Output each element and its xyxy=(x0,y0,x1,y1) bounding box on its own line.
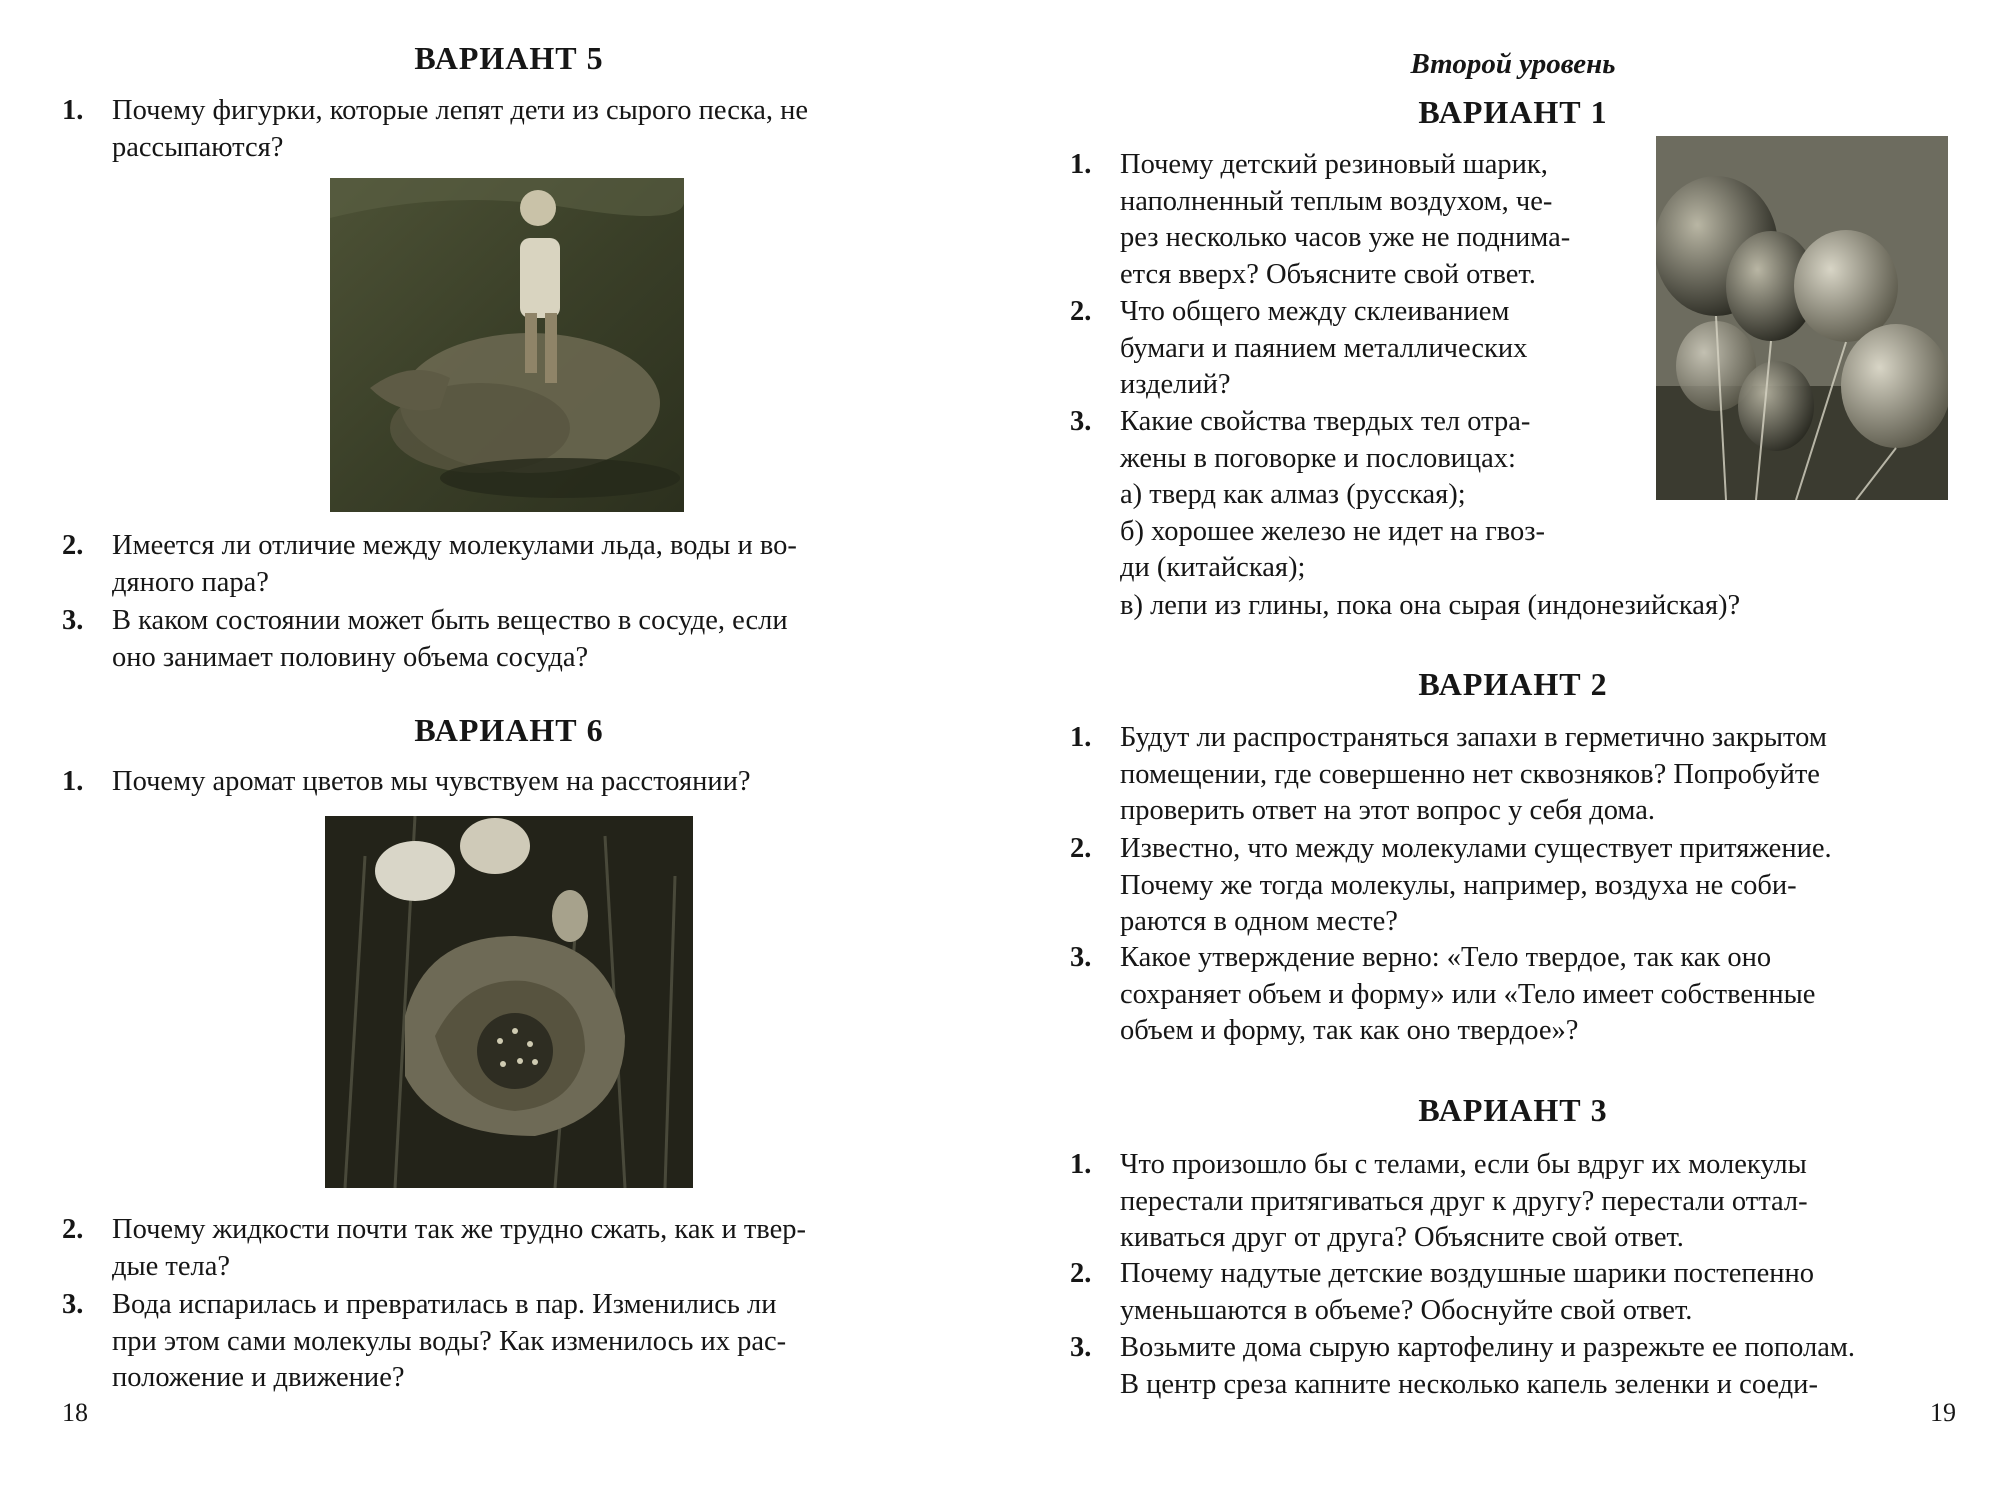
right-page xyxy=(1070,0,1956,1511)
question-line: киваться друг от друга? Объясните свой ответ. xyxy=(1120,1222,1684,1253)
question-line: дые тела? xyxy=(112,1250,231,1282)
question-number: 3. xyxy=(1070,406,1092,437)
variant1-question-2 xyxy=(1070,294,1640,404)
question-line: помещении, где совершенно нет сквозняков? Попробуйте xyxy=(1120,758,1820,790)
question-line: Почему детский резиновый шарик, xyxy=(1120,149,1548,180)
poppy-flower-photo xyxy=(325,816,693,1188)
question-line: Вода испарилась и превратилась в пар. Изменились ли xyxy=(112,1289,777,1320)
variant3-question-3 xyxy=(1070,1330,2000,1403)
variant3-question-2 xyxy=(1070,1256,2000,1329)
variant5-question-2 xyxy=(62,528,1006,601)
question-number: 1. xyxy=(1070,1149,1092,1180)
question-line: изделий? xyxy=(1120,369,1231,400)
question-line: положение и движение? xyxy=(112,1362,405,1393)
variant2-question-1 xyxy=(1070,720,2000,830)
variant2-question-2 xyxy=(1070,831,2000,941)
question-line: дяного пара? xyxy=(112,566,269,598)
page-number-left: 18 xyxy=(62,1398,88,1427)
variant6-question-3 xyxy=(62,1287,1006,1397)
question-number: 1. xyxy=(62,95,84,126)
question-number: 2. xyxy=(62,1214,84,1245)
variant1-question-3-continued xyxy=(1070,588,2000,625)
page-number-right: 19 xyxy=(1930,1398,1956,1427)
question-number: 3. xyxy=(62,605,84,636)
question-line: Почему жидкости почти так же трудно сжать, как и твер- xyxy=(112,1214,806,1245)
question-line: а) тверд как алмаз (русская); xyxy=(1120,479,1466,510)
question-line: рассыпаются? xyxy=(112,131,284,163)
level-title: Второй уровень xyxy=(1410,48,1616,80)
question-line: Почему фигурки, которые лепят дети из сырого песка, не xyxy=(112,95,809,126)
question-line: Какое утверждение верно: «Тело твердое, так как оно xyxy=(1120,942,1772,973)
left-page xyxy=(62,0,956,1511)
question-line: Какие свойства твердых тел отра- xyxy=(1120,406,1531,437)
question-line: Известно, что между молекулами существует притяжение. xyxy=(1120,833,1832,864)
question-line: Почему же тогда молекулы, например, воздуха не соби- xyxy=(1120,869,1797,901)
question-number: 1. xyxy=(62,766,84,797)
sand-sculpture-photo xyxy=(330,178,684,512)
variant1-question-3 xyxy=(1070,404,1640,587)
question-line: Будут ли распространяться запахи в герметично закрытом xyxy=(1120,722,1827,753)
question-number: 3. xyxy=(1070,1332,1092,1363)
question-line: объем и форму, так как оно твердое»? xyxy=(1120,1015,1579,1046)
question-line: В каком состоянии может быть вещество в сосуде, если xyxy=(112,605,788,636)
variant2-heading: ВАРИАНТ 2 xyxy=(1418,666,1608,702)
question-line: Возьмите дома сырую картофелину и разрежьте ее пополам. xyxy=(1120,1332,1856,1363)
variant6-question-1 xyxy=(62,764,1006,801)
question-line: ди (китайская); xyxy=(1120,552,1306,583)
question-line: оно занимает половину объема сосуда? xyxy=(112,641,589,673)
question-number: 3. xyxy=(1070,942,1092,973)
balloons-photo xyxy=(1656,136,1948,500)
question-line: проверить ответ на этот вопрос у себя дома. xyxy=(1120,795,1656,826)
question-line: Что произошло бы с телами, если бы вдруг их молекулы xyxy=(1120,1149,1807,1180)
question-line: раются в одном месте? xyxy=(1120,906,1398,937)
question-line: уменьшаются в объеме? Обоснуйте свой ответ. xyxy=(1120,1294,1693,1326)
question-line: жены в поговорке и пословицах: xyxy=(1120,442,1516,474)
question-line: Что общего между склеиванием xyxy=(1120,296,1510,327)
question-line: в) лепи из глины, пока она сырая (индонезийская)? xyxy=(1120,590,1741,621)
question-line: рез несколько часов уже не поднима- xyxy=(1120,222,1571,253)
question-line: при этом сами молекулы воды? Как изменилось их рас- xyxy=(112,1325,787,1357)
question-line: В центр среза капните несколько капель зеленки и соеди- xyxy=(1120,1368,1818,1400)
question-line: Имеется ли отличие между молекулами льда, воды и во- xyxy=(112,530,797,561)
question-number: 2. xyxy=(62,530,84,561)
question-number: 1. xyxy=(1070,149,1092,180)
question-number: 2. xyxy=(1070,833,1092,864)
variant1-heading: ВАРИАНТ 1 xyxy=(1418,94,1608,130)
question-line: наполненный теплым воздухом, че- xyxy=(1120,185,1553,217)
variant5-question-1 xyxy=(62,93,1006,166)
variant3-heading: ВАРИАНТ 3 xyxy=(1418,1092,1608,1128)
question-line: перестали притягиваться друг к другу? перестали оттал- xyxy=(1120,1185,1808,1217)
question-line: Почему аромат цветов мы чувствуем на расстоянии? xyxy=(112,766,751,797)
variant6-question-2 xyxy=(62,1212,1006,1285)
question-line: ется вверх? Объясните свой ответ. xyxy=(1120,258,1536,290)
variant5-question-3 xyxy=(62,603,1006,676)
question-number: 1. xyxy=(1070,722,1092,753)
variant5-heading: ВАРИАНТ 5 xyxy=(414,40,604,76)
question-line: б) хорошее железо не идет на гвоз- xyxy=(1120,515,1546,547)
question-line: Почему надутые детские воздушные шарики постепенно xyxy=(1120,1258,1815,1289)
question-line: сохраняет объем и форму» или «Тело имеет собственные xyxy=(1120,978,1816,1010)
variant1-question-1 xyxy=(1070,147,1640,293)
question-number: 2. xyxy=(1070,1258,1092,1289)
variant3-question-1 xyxy=(1070,1147,2000,1257)
question-line: бумаги и паянием металлических xyxy=(1120,332,1528,364)
variant6-heading: ВАРИАНТ 6 xyxy=(414,712,604,748)
variant2-question-3 xyxy=(1070,940,2000,1050)
question-number: 3. xyxy=(62,1289,84,1320)
question-number: 2. xyxy=(1070,296,1092,327)
